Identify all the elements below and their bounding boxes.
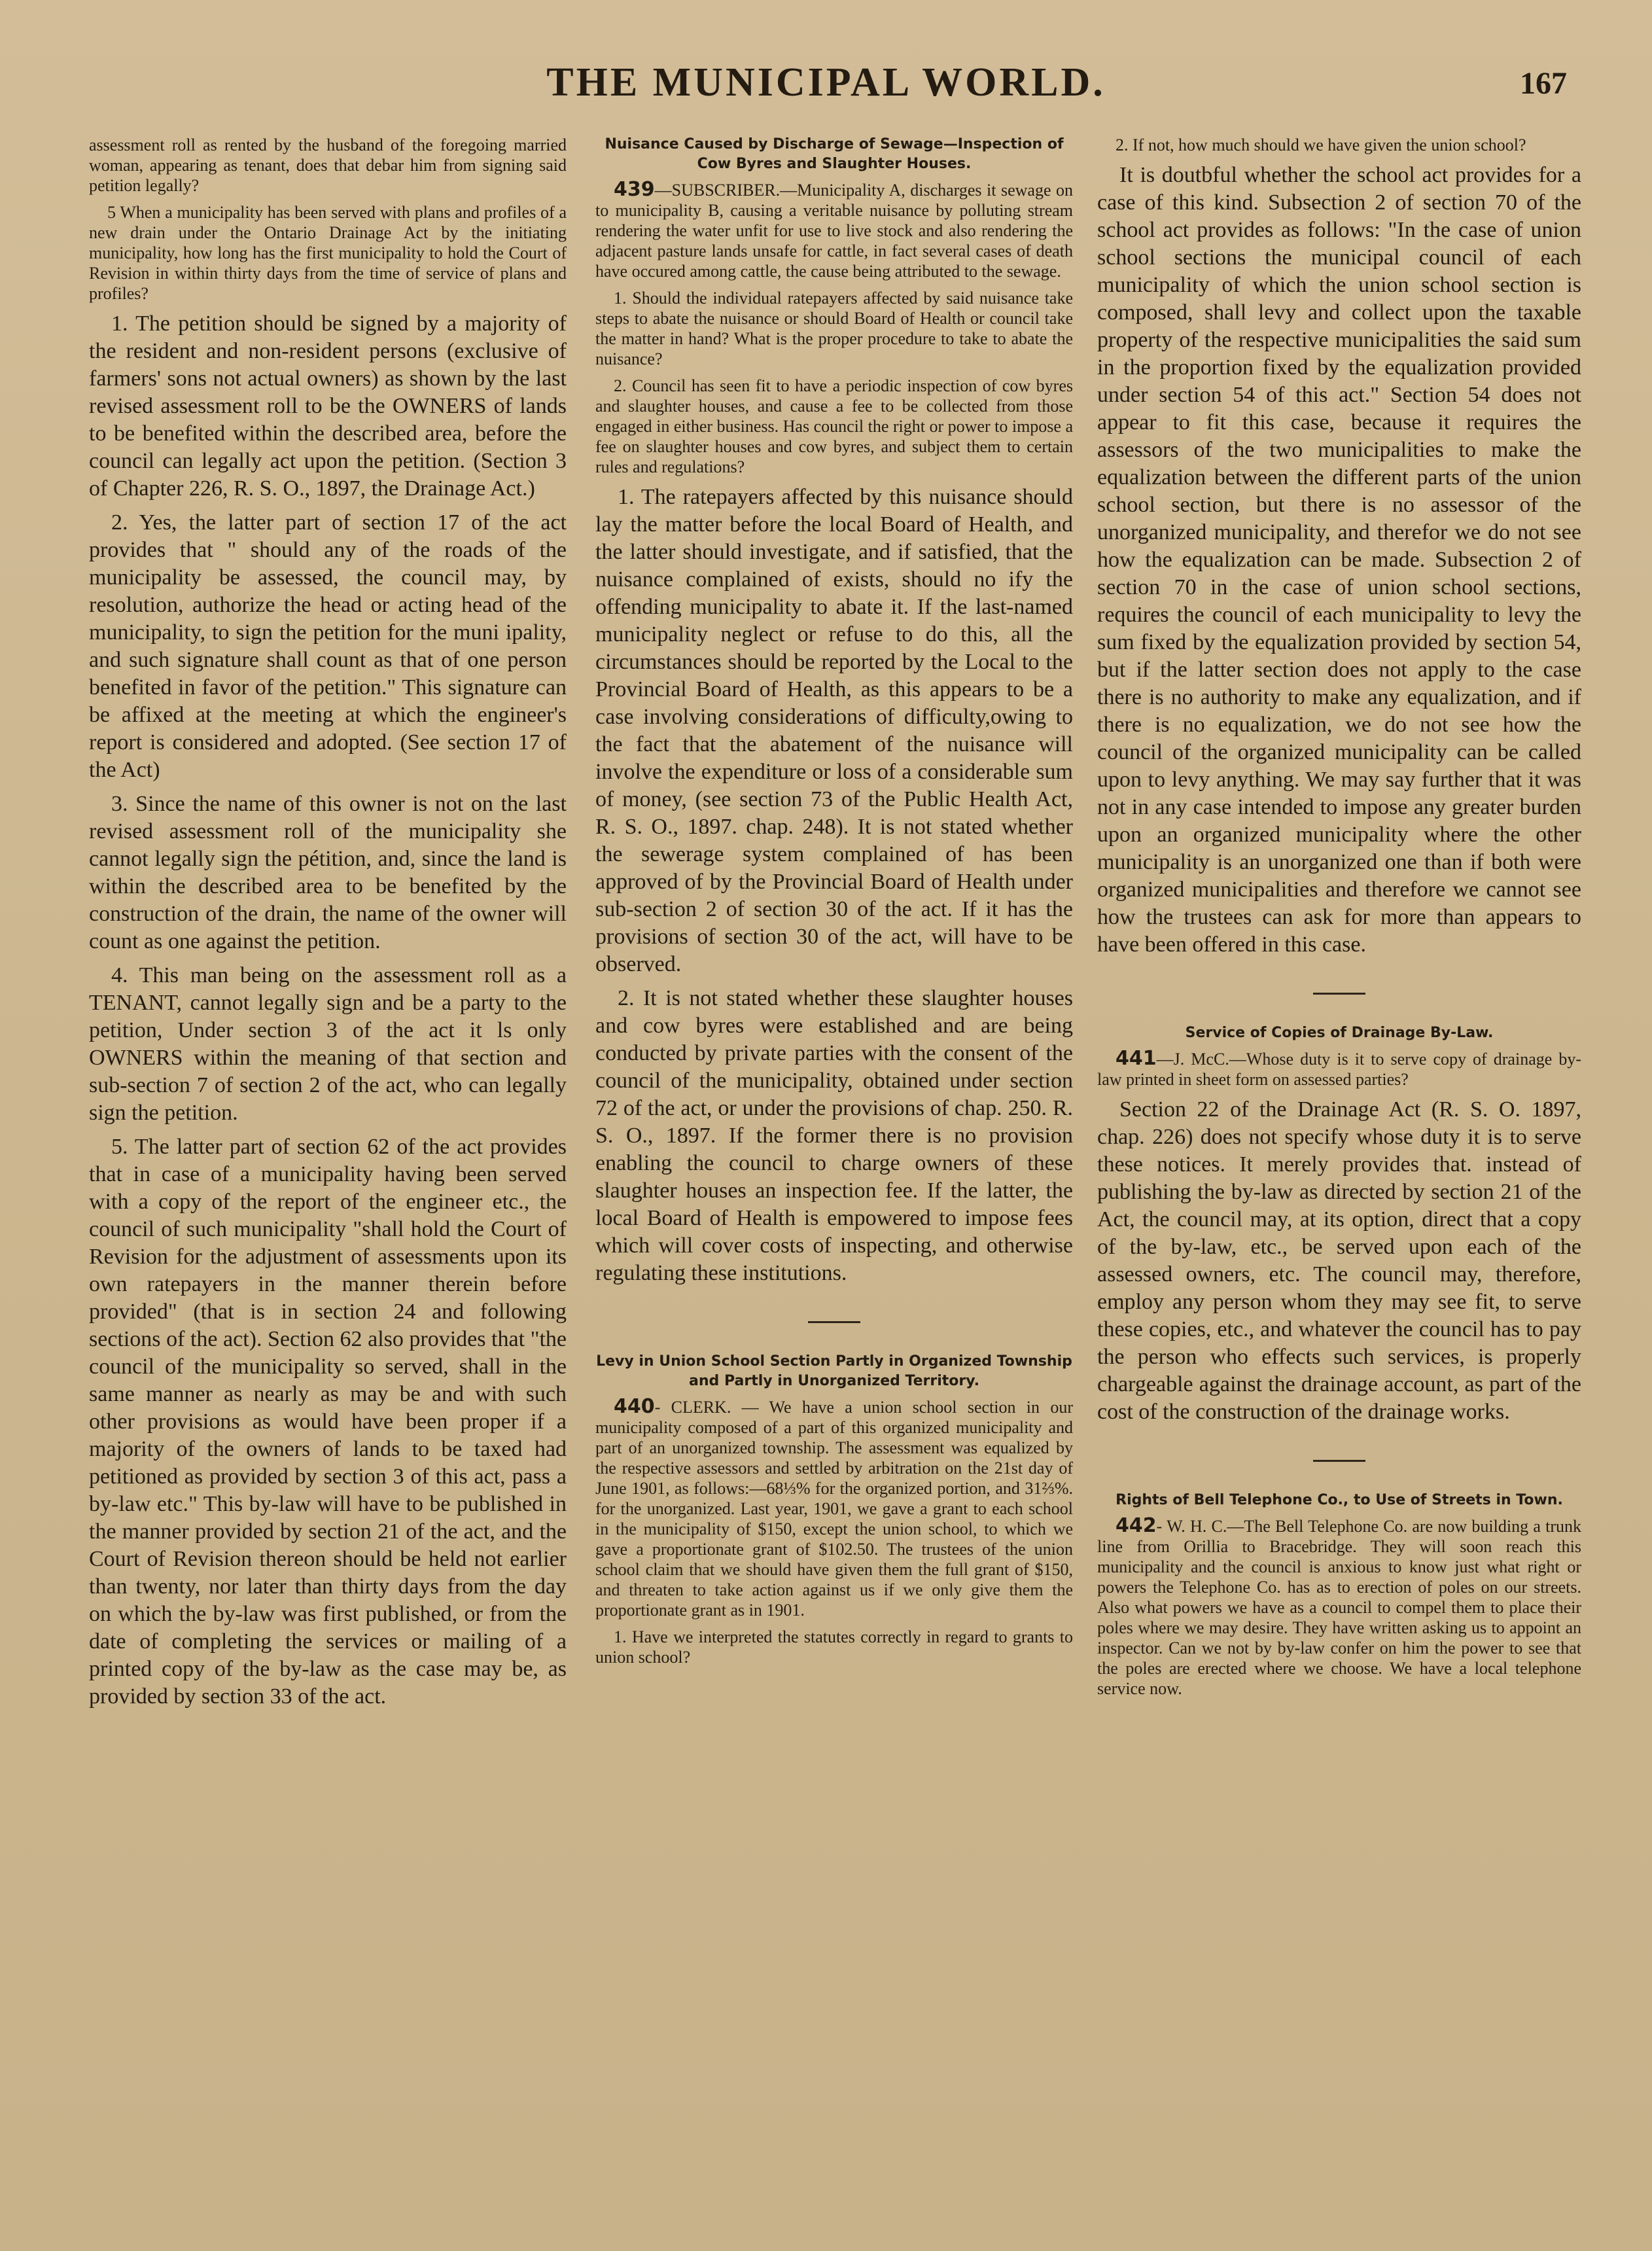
section-divider [808, 1321, 860, 1323]
publication-title: THE MUNICIPAL WORLD. [546, 60, 1106, 105]
section-divider [1313, 1460, 1365, 1462]
question-body: Whose duty is it to serve copy of drainage by-law printed in sheet form on assessed parties? [1097, 1050, 1581, 1089]
question-body: The Bell Telephone Co. are now building a trunk line from Orillia to Bracebridge. They will soon reach this municipality and the council is anxious to know just what right or powers the Telephone Co. has as to erection of poles on our streets. Also what powers we have as a council to compel them to place their poles where we may desire. They have written asking us to appoint an inspector. Can we not by by-law confer on him the power to see that the poles are erected where we choose. We have a local telephone service now. [1097, 1517, 1581, 1698]
question-body: Municipality A, discharges it sewage on to municipality B, causing a veritable nuisance by polluting stream rendering the water unfit for use to live stock and also rendering the adjacent pasture lands unsafe for cattle, in fact several cases of death have occured among cattle, the cause being attributed to the sewage. [595, 181, 1073, 281]
question-text: 1. Should the individual ratepayers affected by said nuisance take steps to abate the nuisance or should Board of Health or council take the matter in hand? What is the proper procedure to take to abate the nuisance? [595, 289, 1073, 368]
answer-paragraph: 1. The petition should be signed by a majority of the resident and non-resident persons (exclusive of farmers' sons not actual owners) as shown by the last revised assessment roll to be the OWNERS of lands to be benefited within the described area, before the council can legally act upon the petition. (Section 3 of Chapter 226, R. S. O., 1897, the Drainage Act.) [89, 311, 567, 501]
question-text [1097, 1515, 1581, 1699]
answer-paragraph: 2. It is not stated whether these slaughter houses and cow byres were established and are being conducted by private parties with the consent of the council of the municipality, obtained under section 72 of the act, or under the provisions of chap. 250. R. S. O., 1897. If the former there is no provision enabling the council to charge owners of these slaughter houses an inspection fee. If the latter, the local Board of Health is empowered to impose fees which will cover costs of inspecting, and otherwise regulating these institutions. [595, 986, 1073, 1285]
correspondent: - CLERK. — [654, 1398, 759, 1417]
question-text: 2. Council has seen fit to have a periodic inspection of cow byres and slaughter houses, and cause a fee to be collected from those engaged in either business. Has council the right or power to impose a fee on slaughter houses and cow byres, and subject them to certain rules and regulations? [595, 376, 1073, 476]
question-number: 439 [614, 178, 655, 201]
question-text [595, 1396, 1073, 1620]
question-text: assessment roll as rented by the husband of the foregoing married woman, appearing as tenant, does that debar him from signing said petition legally? [89, 135, 567, 195]
article-heading: Rights of Bell Telephone Co., to Use of Streets in Town. [1116, 1492, 1563, 1508]
question-text: 2. If not, how much should we have given the union school? [1116, 135, 1526, 154]
masthead [0, 56, 1652, 115]
question-body: We have a union school section in our municipality composed of a part of this organized municipality and part of an unorganized township. The assessment was equalized by the respective assessors and settled by arbitration on the 21st day of June 1901, as follows:—68⅓% for the organized portion, and 31⅔%. for the unorganized. Last year, 1901, we gave a grant to each school in the municipality of $150, except the union school, to which we gave a proportionate grant of $102.50. The trustees of the union school claim that we should have given them the full grant of $150, and threaten to take action against us if we only give them the proportionate grant as in 1901. [595, 1398, 1073, 1620]
answer-paragraph: 5. The latter part of section 62 of the act provides that in case of a municipality having been served with a copy of the report of the engineer etc., the council of such municipality "shall hold the Court of Revision for the adjustment of assessments upon its own ratepayers in the manner therein before provided" (that is in section 24 and following sections of the act). Section 62 also provides that "the council of the municipality so served, shall in the same manner as nearly as may be and with such other provisions as would have been proper if a majority of the owners of lands to be taxed had petitioned as provided by section 3 of this act, pass a by-law etc." This by-law will have to be published in the manner provided by section 21 of the act, and the Court of Revision thereon should be held not earlier than twenty, nor later than thirty days from the day on which the by-law was first published, or from the date of completing the services or mailing of a printed copy of the by-law as the case may be, as provided by section 33 of the act. [89, 1135, 567, 1709]
correspondent: —J. McC.— [1156, 1050, 1246, 1069]
question-number: 440 [614, 1395, 655, 1418]
article-heading: Service of Copies of Drainage By-Law. [1185, 1025, 1494, 1041]
answer-paragraph: 1. The ratepayers affected by this nuisance should lay the matter before the local Board of Health, and the latter should investigate, and if satisfied, that the nuisance complained of exists, should no ify the offending municipality to abate it. If the last-named municipality neglect or refuse to do this, all the circumstances should be reported by the Local to the Provincial Board of Health, as this appears to be a case involving considerations of difficulty,owing to the fact that the abatement of the nuisance will involve the expenditure or loss of a considerable sum of money, (see section 73 of the Public Health Act, R. S. O., 1897. chap. 248). It is not stated whether the sewerage system complained of has been approved of by the Provincial Board of Health under sub-section 2 of section 30 of the act. If it has the provisions of section 30 of the act, will have to be observed. [595, 485, 1073, 976]
correspondent: —SUBSCRIBER.— [654, 181, 798, 200]
question-number: 441 [1116, 1047, 1157, 1070]
answer-paragraph: Section 22 of the Drainage Act (R. S. O. 1897, chap. 226) does not specify whose duty it is to serve these notices. It merely provides that. instead of publishing the by-law as directed by section 21 of the Act, the council may, at its option, direct that a copy of the by-law, etc., be served upon each of the assessed owners, etc. The council may, therefore, employ any person whom they may see fit, to serve these copies, etc., and whatever the council has to pay the person who effects such services, is properly chargeable against the drainage account, as part of the cost of the construction of the drainage works. [1097, 1097, 1581, 1424]
article-heading: Levy in Union School Section Partly in Organized Township and Partly in Unorganized Territory. [596, 1353, 1072, 1389]
correspondent: - W. H. C.— [1156, 1517, 1244, 1536]
answer-paragraph: 4. This man being on the assessment roll as a TENANT, cannot legally sign and be a party to the petition, Under section 3 of the act it ls only OWNERS within the meaning of that section and sub-section 7 of section 2 of the act, who can legally sign the petition. [89, 963, 567, 1125]
question-text: 5 When a municipality has been served with plans and profiles of a new drain under the Ontario Drainage Act by the initiating municipality, how long has the first municipality to hold the Court of Revision in within thirty days from the time of service of plans and profiles? [89, 203, 567, 303]
question-text [595, 179, 1073, 281]
column-left [89, 135, 567, 2203]
section-divider [1313, 993, 1365, 995]
answer-paragraph: 2. Yes, the latter part of section 17 of the act provides that " should any of the roads of the municipality be assessed, the council may, by resolution, authorize the head or acting head of the municipality, to sign the petition for the muni ipality, and such signature shall count as that of one person benefited in favor of the petition." This signature can be affixed at the meeting at which the engineer's report is considered and adopted. (See section 17 of the Act) [89, 510, 567, 782]
question-text [1097, 1048, 1581, 1090]
question-text: 1. Have we interpreted the statutes correctly in regard to grants to union school? [595, 1627, 1073, 1667]
question-number: 442 [1116, 1514, 1157, 1537]
column-right [1097, 135, 1581, 2203]
page-number: 167 [1520, 66, 1567, 101]
answer-paragraph: It is doutbful whether the school act provides for a case of this kind. Subsection 2 of section 70 of the school act provides as follows: "In the case of union school sections the municipal council of each municipality of which the union school section is composed, shall levy and collect upon the taxable property of the respective municipalities the said sum in the proportion fixed by the equalization provided under section 54 of this act." Section 54 does not appear to fit this case, because it requires the assessors of the two municipalities to make the equalization between the different parts of the union school section, but there is no assessor of the unorganized municipality, and therefor we do not see how the equalization can be made. Subsection 2 of section 70 in the case of union school sections, requires the council of each municipality to levy the sum fixed by the equalization provided by section 54, but if the latter section does not apply to the case there is no authority to make any equalization, and if there is no equalization, we do not see how the council of the organized municipality can be called upon to levy anything. We may say further that it was not in any case intended to impose any greater burden upon an organized municipality where the other municipality is an unorganized one than if both were organized municipalities and therefore we cannot see how the trustees can ask for more than appears to have been offered in this case. [1097, 163, 1581, 957]
article-heading: Nuisance Caused by Discharge of Sewage—Inspection of Cow Byres and Slaughter Houses. [605, 136, 1064, 172]
answer-paragraph: 3. Since the name of this owner is not on the last revised assessment roll of the municipality she cannot legally sign the pétition, and, since the land is within the described area to be benefited by the construction of the drain, the name of the owner will count as one against the petition. [89, 792, 567, 953]
column-middle [595, 135, 1073, 2203]
